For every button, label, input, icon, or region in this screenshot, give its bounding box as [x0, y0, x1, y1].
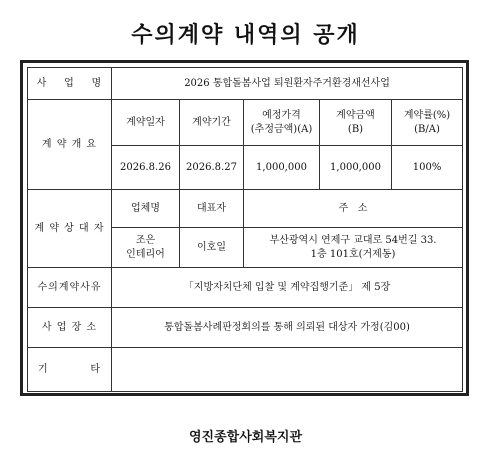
- row-party-headers: [28, 190, 463, 228]
- value-contract-amount: 1,000,000: [320, 146, 392, 190]
- row-reason: [28, 268, 463, 308]
- header-contract-period: 계약기간: [180, 100, 244, 146]
- value-address: 부산광역시 연제구 교대로 54번길 33. 1층 101호(거제동): [244, 228, 463, 268]
- value-representative: 이호일: [180, 228, 244, 268]
- row-overview-headers: [28, 100, 463, 146]
- header-contract-amount: 계약금액 (B): [320, 100, 392, 146]
- label-reason: 수의계약사유: [28, 268, 112, 308]
- document-title: 수의계약 내역의 공개: [131, 22, 360, 48]
- label-business-name: 사 업 명: [28, 68, 112, 100]
- header-contract-rate: 계약률(%) (B/A): [392, 100, 463, 146]
- value-contract-period: 2026.8.27: [180, 146, 244, 190]
- organization-name: 영진종합사회복지관: [188, 430, 303, 445]
- reason-value: 「지방자치단체 입찰 및 계약집행기준」 제 5장: [112, 268, 463, 308]
- label-contract-party: 계 약 상 대 자: [28, 190, 112, 268]
- row-business-place: [28, 308, 463, 348]
- business-name-value: 2026 통합돌봄사업 퇴원환자주거환경새선사업: [112, 68, 463, 100]
- contract-table: [27, 67, 463, 392]
- etc-value: [112, 348, 463, 392]
- value-contract-date: 2026.8.26: [112, 146, 180, 190]
- value-contract-rate: 100%: [392, 146, 463, 190]
- row-business-name: [28, 68, 463, 100]
- header-estimated-price: 예정가격 (추정금액)(A): [244, 100, 320, 146]
- label-contract-overview: 계 약 개 요: [28, 100, 112, 190]
- value-company-name: 조은 인테리어: [112, 228, 180, 268]
- header-representative: 대표자: [180, 190, 244, 228]
- header-company-name: 업체명: [112, 190, 180, 228]
- row-etc: [28, 348, 463, 392]
- header-contract-date: 계약일자: [112, 100, 180, 146]
- business-place-value: 통합돌봄사례판정회의를 통해 의뢰된 대상자 가정(김00): [112, 308, 463, 348]
- label-business-place: 사 업 장 소: [28, 308, 112, 348]
- header-address: 주 소: [244, 190, 463, 228]
- value-estimated-price: 1,000,000: [244, 146, 320, 190]
- label-etc: 기 타: [28, 348, 112, 392]
